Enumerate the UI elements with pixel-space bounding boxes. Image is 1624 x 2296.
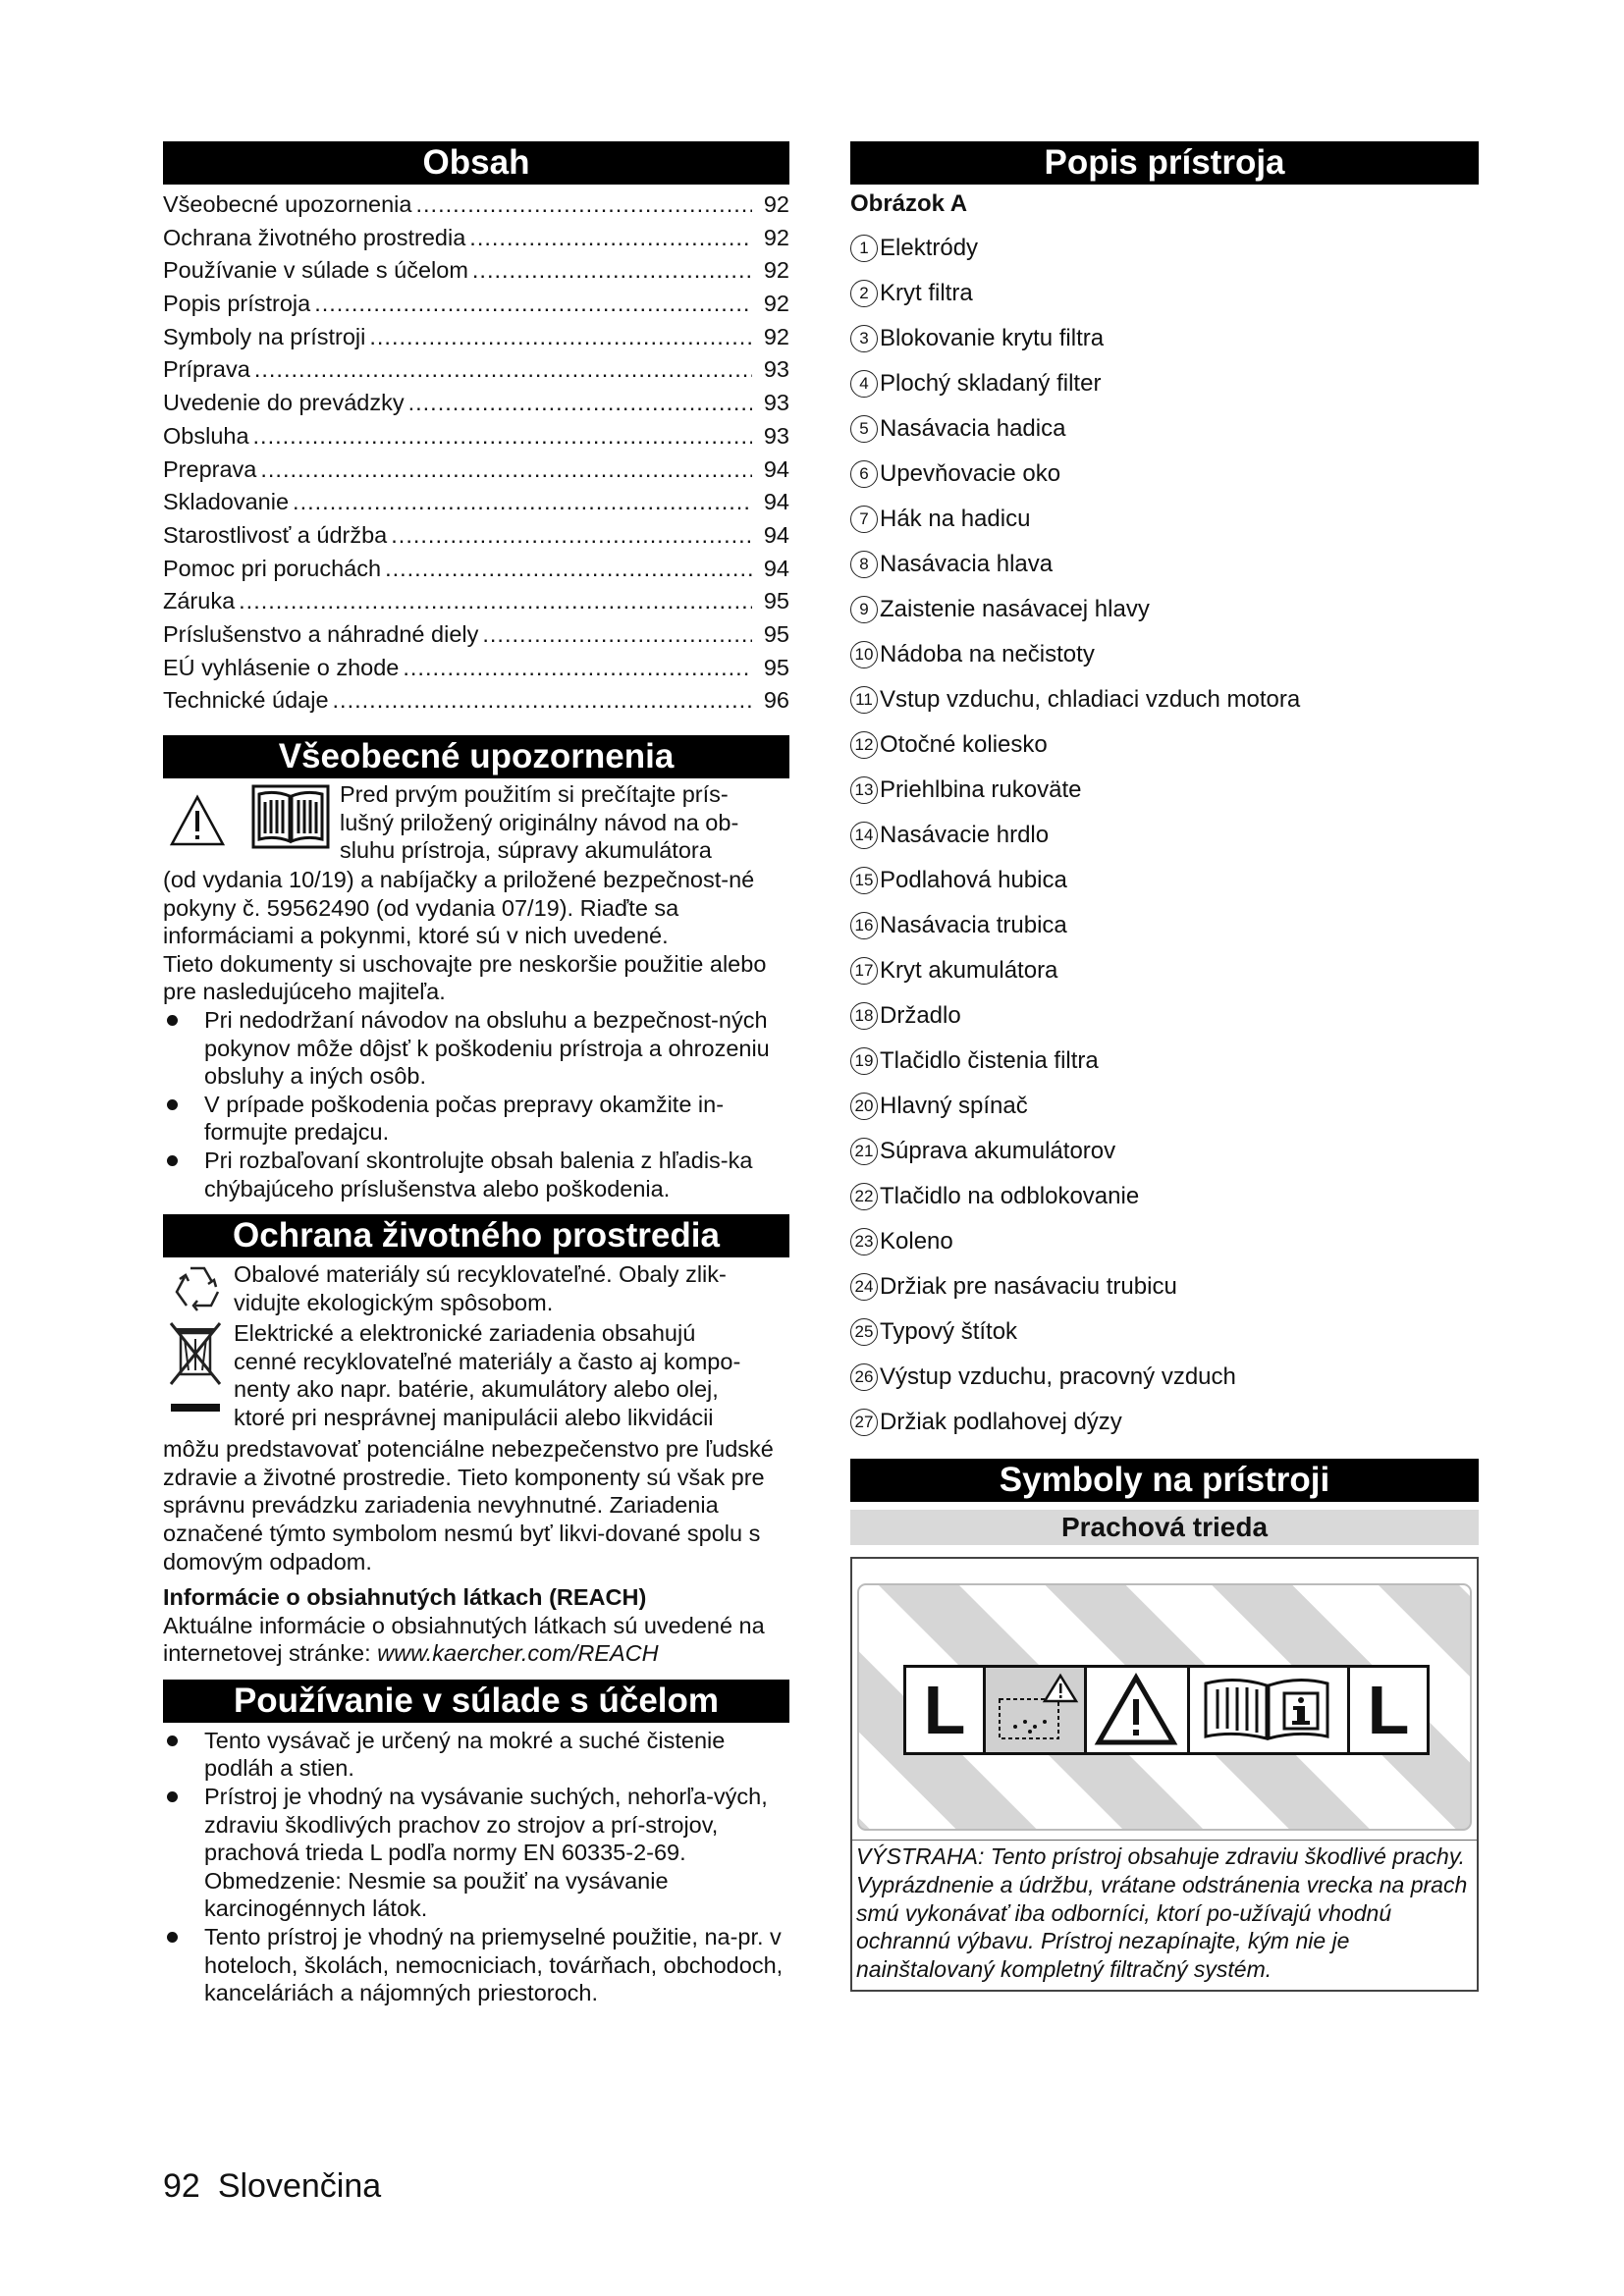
part-number-badge: 2 — [850, 280, 878, 307]
toc-entry-label: Skladovanie — [163, 489, 290, 515]
parts-list-item — [850, 497, 1479, 542]
part-label: Plochý skladaný filter — [880, 370, 1102, 397]
part-label: Kryt akumulátora — [880, 957, 1058, 984]
dust-class-letter-left: L — [906, 1668, 986, 1752]
toc-entry-label: Obsluha — [163, 422, 249, 449]
toc-leader-dots — [403, 652, 752, 685]
general-notes-intro-line: Pred prvým použitím si prečítajte prís- — [340, 781, 729, 807]
toc-entry[interactable] — [163, 254, 789, 288]
toc-leader-dots — [314, 288, 752, 321]
reach-heading: Informácie o obsiahnutých látkach (REACH) — [163, 1584, 647, 1611]
part-number-badge: 4 — [850, 370, 878, 398]
toc-entry[interactable] — [163, 321, 789, 354]
dust-class-heading: Prachová trieda — [850, 1510, 1479, 1545]
toc-leader-dots — [254, 353, 752, 387]
reach-paragraph — [163, 1612, 789, 1668]
parts-list-item — [850, 226, 1479, 271]
parts-list-item — [850, 587, 1479, 632]
parts-list-item — [850, 722, 1479, 768]
toc-entry-page: 94 — [763, 521, 789, 548]
parts-list-item — [850, 632, 1479, 677]
toc-leader-dots — [385, 553, 752, 586]
part-number-badge: 3 — [850, 325, 878, 352]
parts-list-item — [850, 993, 1479, 1039]
toc-entry[interactable] — [163, 519, 789, 553]
toc-entry-page: 95 — [763, 654, 789, 680]
part-number-badge: 17 — [850, 957, 878, 985]
bullet-item: V prípade poškodenia počas prepravy okamžite in-formujte predajcu. — [163, 1091, 789, 1147]
part-number-badge: 22 — [850, 1183, 878, 1210]
toc-leader-dots — [408, 387, 752, 420]
toc-entry-page: 93 — [763, 356, 789, 383]
part-label: Nasávacia hlava — [880, 551, 1054, 577]
part-label: Nasávacia trubica — [880, 912, 1067, 938]
part-number-badge: 25 — [850, 1318, 878, 1346]
parts-list-item — [850, 1039, 1479, 1084]
toc-entry[interactable] — [163, 585, 789, 618]
bullet-item: Prístroj je vhodný na vysávanie suchých, nehorľa-vých, zdraviu škodlivých prachov zo strojov a prí-strojov, prachová trieda L podľa normy EN 60335-2-69. Obmedzenie: Nesmie sa použiť na vysávanie karcinogénnych látok. — [163, 1783, 789, 1923]
part-number-badge: 18 — [850, 1002, 878, 1030]
parts-list-item — [850, 1355, 1479, 1400]
warning-triangle-icon — [1087, 1668, 1185, 1752]
toc-entry[interactable] — [163, 288, 789, 321]
bullet-item: Tento prístroj je vhodný na priemyselné použitie, na-pr. v hoteloch, školách, nemocniciach, továrňach, obchodoch, kanceláriách a nájomných priestoroch. — [163, 1923, 789, 2007]
toc-entry-label: Pomoc pri poruchách — [163, 555, 382, 581]
parts-list-item — [850, 1400, 1479, 1445]
dust-class-label — [850, 1557, 1479, 1992]
part-number-badge: 9 — [850, 596, 878, 623]
toc-entry[interactable] — [163, 553, 789, 586]
general-notes-intro-line: lušný priložený originálny návod na ob- — [340, 809, 739, 835]
symbol-strip — [903, 1665, 1430, 1755]
part-number-badge: 15 — [850, 867, 878, 894]
toc-entry-label: Technické údaje — [163, 687, 329, 714]
toc-entry-label: EÚ vyhlásenie o zhode — [163, 654, 400, 680]
part-number-badge: 5 — [850, 415, 878, 443]
part-label: Držadlo — [880, 1002, 961, 1029]
part-label: Nádoba na nečistoty — [880, 641, 1095, 667]
toc-entry-label: Príslušenstvo a náhradné diely — [163, 620, 479, 647]
parts-list-item — [850, 1219, 1479, 1264]
weee-text-line: cenné recyklovateľné materiály a často aj kompo- — [234, 1348, 741, 1374]
part-label: Vstup vzduchu, chladiaci vzduch motora — [880, 686, 1301, 713]
toc-entry[interactable] — [163, 222, 789, 255]
toc-leader-dots — [253, 420, 752, 454]
toc-entry-page: 95 — [763, 620, 789, 647]
toc-entry-label: Záruka — [163, 588, 236, 614]
part-number-badge: 13 — [850, 776, 878, 804]
general-notes-intro-line: sluhu prístroja, súpravy akumulátora — [340, 837, 712, 864]
toc-leader-dots — [333, 684, 752, 718]
toc-entry-label: Všeobecné upozornenia — [163, 191, 412, 217]
dust-container-icon — [986, 1668, 1084, 1752]
warning-symbol — [1087, 1668, 1190, 1752]
toc-entry[interactable] — [163, 353, 789, 387]
parts-list-item — [850, 858, 1479, 903]
parts-list-item — [850, 1309, 1479, 1355]
toc-entry-page: 94 — [763, 455, 789, 482]
toc-entry-page: 92 — [763, 224, 789, 250]
parts-list-item — [850, 1084, 1479, 1129]
toc-entry-label: Popis prístroja — [163, 291, 311, 317]
toc-entry-page: 92 — [763, 291, 789, 317]
part-number-badge: 11 — [850, 686, 878, 714]
right-column — [850, 141, 1479, 1992]
dust-class-letter-right: L — [1367, 1672, 1410, 1748]
parts-list-item — [850, 677, 1479, 722]
part-number-badge: 16 — [850, 912, 878, 939]
toc-leader-dots — [472, 254, 752, 288]
symbols-heading: Symboly na prístroji — [850, 1459, 1479, 1502]
part-label: Priehlbina rukoväte — [880, 776, 1082, 803]
toc-entry-label: Starostlivosť a údržba — [163, 521, 388, 548]
bullet-item: Pri nedodržaní návodov na obsluhu a bezpečnost-ných pokynov môže dôjsť k poškodeniu prístroja a ohrozeniu obsluhy a iných osôb. — [163, 1006, 789, 1091]
recycling-text-line: vidujte ekologickým spôsobom. — [234, 1289, 554, 1315]
part-number-badge: 8 — [850, 551, 878, 578]
weee-text: môžu predstavovať potenciálne nebezpečenstvo pre ľudské zdravie a životné prostredie. Tieto komponenty sú však pre správnu prevádzku zariadenia nevyhnutné. Zariadenia označené týmto symbolom nesmú byť likvi-dované spolu s domovým odpadom. — [163, 1436, 774, 1575]
table-of-contents — [163, 188, 789, 718]
reach-text: Aktuálne informácie o obsiahnutých látkach sú uvedené na internetovej stránke: — [163, 1612, 765, 1667]
toc-entry[interactable] — [163, 652, 789, 685]
page-footer — [163, 2167, 399, 2206]
parts-list-item — [850, 361, 1479, 406]
part-number-badge: 14 — [850, 822, 878, 849]
bullet-item: Tento vysávač je určený na mokré a suché čistenie podláh a stien. — [163, 1727, 789, 1783]
general-notes-keep: Tieto dokumenty si uschovajte pre neskoršie použitie alebo pre nasledujúceho majiteľa. — [163, 950, 767, 1005]
toc-entry-page: 94 — [763, 555, 789, 581]
part-number-badge: 27 — [850, 1409, 878, 1436]
weee-text-line: Elektrické a elektronické zariadenia obsahujú — [234, 1320, 696, 1347]
part-number-badge: 26 — [850, 1363, 878, 1391]
part-label: Koleno — [880, 1228, 953, 1255]
device-description-heading: Popis prístroja — [850, 141, 1479, 185]
part-label: Otočné koliesko — [880, 731, 1048, 758]
toc-leader-dots — [260, 454, 752, 487]
recycling-text-line: Obalové materiály sú recyklovateľné. Obaly zlik- — [234, 1261, 727, 1288]
part-label: Nasávacie hrdlo — [880, 822, 1050, 848]
toc-entry-label: Ochrana životného prostredia — [163, 224, 466, 250]
bullet-item: Pri rozbaľovaní skontrolujte obsah balenia z hľadis-ka chýbajúceho príslušenstva alebo poškodenia. — [163, 1147, 789, 1202]
toc-leader-dots — [239, 585, 752, 618]
toc-entry-page: 94 — [763, 489, 789, 515]
part-label: Blokovanie krytu filtra — [880, 325, 1105, 351]
weee-block — [163, 1319, 789, 1435]
toc-leader-dots — [293, 486, 752, 519]
parts-list-item — [850, 813, 1479, 858]
recycling-icon — [169, 1260, 226, 1317]
part-number-badge: 23 — [850, 1228, 878, 1255]
toc-leader-dots — [469, 222, 752, 255]
toc-entry-page: 96 — [763, 687, 789, 714]
manual-book-icon — [251, 784, 330, 849]
part-number-badge: 1 — [850, 235, 878, 262]
parts-list — [850, 226, 1479, 1445]
read-manual-symbol — [1190, 1668, 1350, 1752]
weee-text-line: nenty ako napr. batérie, akumulátory alebo olej, — [234, 1376, 719, 1403]
part-label: Výstup vzduchu, pracovný vzduch — [880, 1363, 1236, 1390]
language-label: Slovenčina — [217, 2167, 382, 2205]
toc-entry-label: Symboly na prístroji — [163, 323, 366, 349]
parts-list-item — [850, 316, 1479, 361]
toc-entry-page: 95 — [763, 588, 789, 614]
parts-list-item — [850, 542, 1479, 587]
part-number-badge: 19 — [850, 1047, 878, 1075]
toc-entry-label: Uvedenie do prevádzky — [163, 390, 405, 416]
part-number-badge: 24 — [850, 1273, 878, 1301]
weee-text-line: ktoré pri nesprávnej manipulácii alebo likvidácii — [234, 1404, 714, 1430]
toc-leader-dots — [482, 618, 752, 652]
read-manual-icon — [1190, 1668, 1347, 1752]
general-notes-heading: Všeobecné upozornenia — [163, 735, 789, 778]
part-number-badge: 6 — [850, 460, 878, 488]
part-label: Tlačidlo čistenia filtra — [880, 1047, 1099, 1074]
part-label: Typový štítok — [880, 1318, 1018, 1345]
part-label: Hlavný spínač — [880, 1093, 1028, 1119]
toc-leader-dots — [415, 188, 752, 222]
toc-heading: Obsah — [163, 141, 789, 185]
figure-label: Obrázok A — [850, 190, 968, 217]
part-number-badge: 20 — [850, 1093, 878, 1120]
crossed-bin-icon — [167, 1319, 224, 1415]
part-label: Upevňovacie oko — [880, 460, 1061, 487]
reach-link[interactable]: www.kaercher.com/REACH — [377, 1640, 659, 1667]
part-label: Zaistenie nasávacej hlavy — [880, 596, 1150, 622]
toc-entry[interactable] — [163, 420, 789, 454]
toc-leader-dots — [391, 519, 752, 553]
parts-list-item — [850, 768, 1479, 813]
toc-entry-page: 92 — [763, 323, 789, 349]
parts-list-item — [850, 903, 1479, 948]
part-number-badge: 10 — [850, 641, 878, 668]
toc-entry-label: Používanie v súlade s účelom — [163, 257, 468, 284]
dust-class-graphic — [852, 1559, 1477, 1840]
left-column — [163, 141, 789, 2007]
toc-entry-label: Preprava — [163, 455, 257, 482]
part-label: Súprava akumulátorov — [880, 1138, 1116, 1164]
page-number: 92 — [163, 2167, 200, 2205]
parts-list-item — [850, 1129, 1479, 1174]
part-number-badge: 12 — [850, 731, 878, 759]
dust-warning-text: VÝSTRAHA: Tento prístroj obsahuje zdraviu škodlivé prachy. Vyprázdnenie a údržbu, vrátane odstránenia vrecka na prach smú vykonávať iba odborníci, ktorí po-užívajú vhodnú ochrannú výbavu. Prístroj nezapínajte, kým nie je nainštalovaný kompletný filtračný systém. — [852, 1840, 1477, 1990]
intended-use-bullets — [163, 1727, 789, 2007]
toc-entry[interactable] — [163, 387, 789, 420]
intended-use-heading: Používanie v súlade s účelom — [163, 1680, 789, 1723]
part-label: Držiak podlahovej dýzy — [880, 1409, 1122, 1435]
environment-heading: Ochrana životného prostredia — [163, 1214, 789, 1257]
toc-entry[interactable] — [163, 188, 789, 222]
part-label: Tlačidlo na odblokovanie — [880, 1183, 1140, 1209]
toc-entry[interactable] — [163, 454, 789, 487]
toc-entry-page: 92 — [763, 257, 789, 284]
part-label: Držiak pre nasávaciu trubicu — [880, 1273, 1177, 1300]
parts-list-item — [850, 1174, 1479, 1219]
part-number-badge: 21 — [850, 1138, 878, 1165]
part-label: Podlahová hubica — [880, 867, 1067, 893]
general-notes-text: (od vydania 10/19) a nabíjačky a priložené bezpečnost-né pokyny č. 59562490 (od vydania 07/19). Riaďte sa informáciami a pokynmi, ktoré sú v nich uvedené. — [163, 867, 755, 949]
part-number-badge: 7 — [850, 506, 878, 533]
recycling-block — [163, 1260, 789, 1319]
toc-leader-dots — [369, 321, 752, 354]
general-notes-intro — [163, 780, 789, 866]
dust-container-symbol — [986, 1668, 1087, 1752]
part-label: Kryt filtra — [880, 280, 973, 306]
parts-list-item — [850, 452, 1479, 497]
toc-entry[interactable] — [163, 618, 789, 652]
warning-triangle-icon — [169, 794, 226, 847]
toc-entry-page: 93 — [763, 390, 789, 416]
toc-entry[interactable] — [163, 486, 789, 519]
toc-entry-label: Príprava — [163, 356, 250, 383]
parts-list-item — [850, 406, 1479, 452]
toc-entry[interactable] — [163, 684, 789, 718]
part-label: Nasávacia hadica — [880, 415, 1066, 442]
toc-entry-page: 93 — [763, 422, 789, 449]
parts-list-item — [850, 1264, 1479, 1309]
parts-list-item — [850, 271, 1479, 316]
part-label: Elektródy — [880, 235, 979, 261]
part-label: Hák na hadicu — [880, 506, 1031, 532]
parts-list-item — [850, 948, 1479, 993]
toc-entry-page: 92 — [763, 191, 789, 217]
general-notes-bullets — [163, 1006, 789, 1202]
